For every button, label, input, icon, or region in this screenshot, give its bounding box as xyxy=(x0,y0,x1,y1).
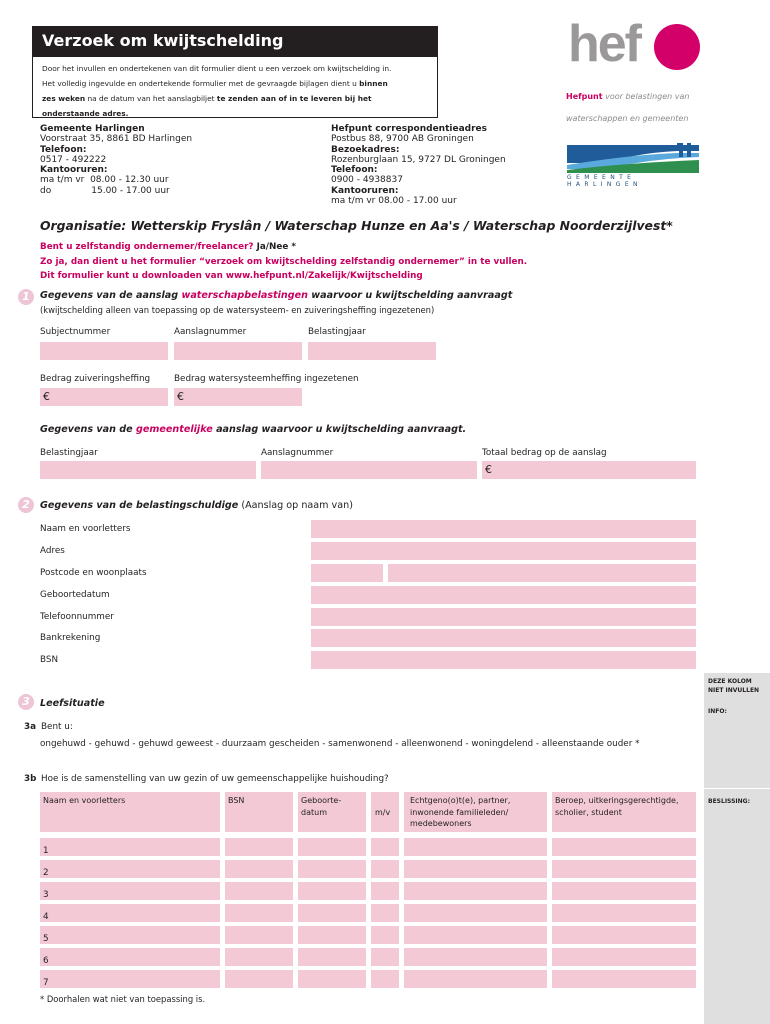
household-row-1-bsn-field[interactable] xyxy=(225,838,293,856)
label-gem-totaal: Totaal bedrag op de aanslag xyxy=(482,448,607,458)
household-row-5-geboortedatum-field[interactable] xyxy=(298,926,366,944)
household-row-5-beroep-field[interactable] xyxy=(552,926,696,944)
household-row-5-relatie-field[interactable] xyxy=(404,926,547,944)
address-left-street: Voorstraat 35, 8861 BD Harlingen xyxy=(40,134,193,145)
col-beroep-line-1: Beroep, uitkeringsgerechtigde, xyxy=(555,796,679,805)
section-3-number: 3 xyxy=(18,694,34,710)
download-link[interactable]: www.hefpunt.nl/Zakelijk/Kwijtschelding xyxy=(225,271,423,281)
col-beroep-header xyxy=(552,792,696,832)
subjectnummer-field[interactable] xyxy=(40,342,168,360)
label-bankrekening: Bankrekening xyxy=(40,633,101,643)
household-row-7-geboortedatum-field[interactable] xyxy=(298,970,366,988)
label-gem-belastingjaar: Belastingjaar xyxy=(40,448,98,458)
tagline-line-2: waterschappen en gemeenten xyxy=(566,114,689,123)
label-subjectnummer: Subjectnummer xyxy=(40,327,111,337)
label-gem-aanslagnummer: Aanslagnummer xyxy=(261,448,334,458)
postcode-field[interactable] xyxy=(311,564,383,582)
address-right-hours-label: Kantooruren: xyxy=(331,185,399,196)
section-1-number: 1 xyxy=(18,289,34,305)
household-row-7-bsn-field[interactable] xyxy=(225,970,293,988)
section-1b-title-pink: gemeentelijke xyxy=(136,424,213,435)
household-row-1-mv-field[interactable] xyxy=(371,838,399,856)
office-use-info: INFO: xyxy=(708,708,727,715)
watersysteemheffing-field[interactable]: € xyxy=(174,388,302,406)
household-row-2-beroep-field[interactable] xyxy=(552,860,696,878)
household-row-7-mv-field[interactable] xyxy=(371,970,399,988)
household-row-4-bsn-field[interactable] xyxy=(225,904,293,922)
harlingen-logo-icon xyxy=(567,143,699,173)
intro-line-3: na de datum van het aanslagbiljet xyxy=(85,94,217,103)
col-bsn-header: BSN xyxy=(225,792,293,832)
section-2-title-note: (Aanslag op naam van) xyxy=(238,500,353,511)
label-zuiveringsheffing: Bedrag zuiveringsheffing xyxy=(40,374,151,384)
col-mv-header: m/v xyxy=(371,792,399,832)
section-2-title xyxy=(40,500,353,511)
household-row-3-mv-field[interactable] xyxy=(371,882,399,900)
intro-bold-binnen: binnen xyxy=(359,79,388,88)
label-aanslagnummer: Aanslagnummer xyxy=(174,327,247,337)
tagline-line-1: voor belastingen van xyxy=(602,92,690,101)
freelancer-question xyxy=(40,242,296,252)
household-row-7-beroep-field[interactable] xyxy=(552,970,696,988)
hefpunt-tagline xyxy=(566,86,706,130)
section-1-title xyxy=(40,290,512,301)
address-right-visit-label: Bezoekadres: xyxy=(331,144,400,155)
household-row-1-relatie-field[interactable] xyxy=(404,838,547,856)
intro-bold-send: te zenden aan of in te leveren bij het xyxy=(216,94,372,103)
header-box xyxy=(32,26,438,118)
household-row-2-bsn-field[interactable] xyxy=(225,860,293,878)
intro-bold-address: onderstaande adres. xyxy=(42,109,129,118)
household-row-5-naam-field[interactable] xyxy=(40,926,220,944)
address-right-postbus: Postbus 88, 9700 AB Groningen xyxy=(331,134,474,145)
download-prefix: Dit formulier kunt u downloaden van xyxy=(40,271,226,281)
household-row-4-mv-field[interactable] xyxy=(371,904,399,922)
address-right-phone-label: Telefoon: xyxy=(331,165,378,176)
bankrekening-field[interactable] xyxy=(311,629,696,647)
section-2-title-text: Gegevens van de belastingschuldige xyxy=(40,500,239,511)
household-row-2-relatie-field[interactable] xyxy=(404,860,547,878)
col-geb-line-1: Geboorte- xyxy=(301,796,342,805)
household-row-6-bsn-field[interactable] xyxy=(225,948,293,966)
geboortedatum-field[interactable] xyxy=(311,586,696,604)
col-naam-header: Naam en voorletters xyxy=(40,792,220,832)
intro-text xyxy=(42,61,432,121)
address-right-name: Hefpunt correspondentieadres xyxy=(331,124,487,134)
intro-bold-zesweken: zes weken xyxy=(42,94,86,103)
address-left-hours-2: do 15.00 - 17.00 uur xyxy=(40,185,170,196)
section-1b-title xyxy=(40,424,466,435)
label-naam: Naam en voorletters xyxy=(40,524,131,534)
household-row-2-geboortedatum-field[interactable] xyxy=(298,860,366,878)
address-harlingen xyxy=(40,124,310,196)
telefoonnummer-field[interactable] xyxy=(311,608,696,626)
household-row-6-beroep-field[interactable] xyxy=(552,948,696,966)
address-left-phone: 0517 - 492222 xyxy=(40,154,107,165)
hef-logo-dot-icon xyxy=(654,24,700,70)
household-row-5-bsn-field[interactable] xyxy=(225,926,293,944)
office-use-beslissing: BESLISSING: xyxy=(708,798,750,805)
intro-line-2: Het volledig ingevulde en ondertekende formulier met de gevraagde bijlagen dient u xyxy=(42,79,360,88)
freelancer-question-text: Bent u zelfstandig ondernemer/freelancer? xyxy=(40,242,257,252)
household-row-1-beroep-field[interactable] xyxy=(552,838,696,856)
household-row-4-geboortedatum-field[interactable] xyxy=(298,904,366,922)
aanslagnummer-field[interactable] xyxy=(174,342,302,360)
household-row-number: 3 xyxy=(43,890,49,900)
office-use-head: DEZE KOLOM NIET INVULLEN xyxy=(708,678,760,694)
household-row-3-bsn-field[interactable] xyxy=(225,882,293,900)
gem-totaal-field[interactable]: € xyxy=(482,461,696,479)
address-right-phone: 0900 - 4938837 xyxy=(331,175,403,186)
label-watersysteemheffing: Bedrag watersysteemheffing ingezetenen xyxy=(174,374,359,384)
footnote: * Doorhalen wat niet van toepassing is. xyxy=(40,994,206,1004)
address-left-phone-label: Telefoon: xyxy=(40,144,87,155)
label-belastingjaar: Belastingjaar xyxy=(308,327,366,337)
address-hefpunt xyxy=(331,124,561,206)
address-left-hours-label: Kantooruren: xyxy=(40,165,108,176)
address-right-visit: Rozenburglaan 15, 9727 DL Groningen xyxy=(331,154,506,165)
q3a-options[interactable]: ongehuwd - gehuwd - gehuwd geweest - duurzaam gescheiden - samenwonend - alleenwonend - woningdelend - alleenstaande ouder * xyxy=(40,739,640,749)
household-row-number: 1 xyxy=(43,846,49,856)
hef-logo: hef xyxy=(568,15,640,73)
household-row-1-geboortedatum-field[interactable] xyxy=(298,838,366,856)
section-1-title-pink: waterschapbelastingen xyxy=(181,290,308,301)
household-row-4-beroep-field[interactable] xyxy=(552,904,696,922)
gem-aanslagnummer-field[interactable] xyxy=(261,461,477,479)
household-row-2-mv-field[interactable] xyxy=(371,860,399,878)
naam-field[interactable] xyxy=(311,520,696,538)
household-row-6-relatie-field[interactable] xyxy=(404,948,547,966)
col-geb-line-2: datum xyxy=(301,807,327,817)
woonplaats-field[interactable] xyxy=(388,564,696,582)
household-row-6-naam-field[interactable] xyxy=(40,948,220,966)
col-beroep-line-2: scholier, student xyxy=(555,807,622,817)
household-row-number: 5 xyxy=(43,934,49,944)
household-row-7-naam-field[interactable] xyxy=(40,970,220,988)
col-geboortedatum-header xyxy=(298,792,366,832)
section-1-subtitle: (kwijtschelding alleen van toepassing op de watersysteem- en zuiveringsheffing ingezetenen) xyxy=(40,305,435,315)
office-use-column xyxy=(704,673,770,1024)
organisation-heading: Organisatie: Wetterskip Fryslân / Waterschap Hunze en Aa's / Waterschap Noorderzijlvest* xyxy=(40,218,673,233)
adres-field[interactable] xyxy=(311,542,696,560)
q3b-text: Hoe is de samenstelling van uw gezin of uw gemeenschappelijke huishouding? xyxy=(41,774,389,784)
municipality-name: GEMEENTE HARLINGEN xyxy=(567,174,642,188)
label-bsn: BSN xyxy=(40,655,59,665)
col-echtgenoot-header xyxy=(404,792,547,832)
label-telefoonnummer: Telefoonnummer xyxy=(40,612,114,622)
household-row-1-naam-field[interactable] xyxy=(40,838,220,856)
household-row-3-beroep-field[interactable] xyxy=(552,882,696,900)
household-row-6-geboortedatum-field[interactable] xyxy=(298,948,366,966)
gem-belastingjaar-field[interactable] xyxy=(40,461,256,479)
col-echt-line-2: inwonende familieleden/ xyxy=(410,807,509,817)
form-title: Verzoek om kwijtschelding xyxy=(33,27,437,57)
household-row-5-mv-field[interactable] xyxy=(371,926,399,944)
freelancer-answer[interactable]: Ja/Nee * xyxy=(256,242,296,252)
household-row-number: 2 xyxy=(43,868,49,878)
household-row-4-naam-field[interactable] xyxy=(40,904,220,922)
label-adres: Adres xyxy=(40,546,65,556)
belastingjaar-field[interactable] xyxy=(308,342,436,360)
tagline-brand: Hefpunt xyxy=(566,92,603,101)
office-use-divider xyxy=(704,788,770,789)
household-row-3-relatie-field[interactable] xyxy=(404,882,547,900)
household-row-number: 6 xyxy=(43,956,49,966)
section-2-number: 2 xyxy=(18,497,34,513)
q3a-text: Bent u: xyxy=(41,722,73,732)
q3a-number: 3a xyxy=(24,722,37,732)
household-row-6-mv-field[interactable] xyxy=(371,948,399,966)
intro-line-1: Door het invullen en ondertekenen van dit formulier dient u een verzoek om kwijtschelding in. xyxy=(42,64,392,73)
address-right-hours: ma t/m vr 08.00 - 17.00 uur xyxy=(331,196,457,207)
household-row-2-naam-field[interactable] xyxy=(40,860,220,878)
download-line xyxy=(40,271,423,281)
bsn-field[interactable] xyxy=(311,651,696,669)
label-geboortedatum: Geboortedatum xyxy=(40,590,110,600)
address-left-name: Gemeente Harlingen xyxy=(40,124,145,134)
q3b-number: 3b xyxy=(24,774,37,784)
section-3-title: Leefsituatie xyxy=(40,698,105,709)
section-1b-title-a: Gegevens van de xyxy=(40,424,137,435)
address-left-hours-1: ma t/m vr 08.00 - 12.30 uur xyxy=(40,175,169,186)
freelancer-note: Zo ja, dan dient u het formulier “verzoek om kwijtschelding zelfstandig ondernemer” in te vullen. xyxy=(40,257,528,267)
section-1-title-a: Gegevens van de aanslag xyxy=(40,290,182,301)
col-echt-line-3: medebewoners xyxy=(410,819,472,828)
household-row-number: 4 xyxy=(43,912,49,922)
label-postcode: Postcode en woonplaats xyxy=(40,568,147,578)
household-row-number: 7 xyxy=(43,978,49,988)
household-row-4-relatie-field[interactable] xyxy=(404,904,547,922)
section-1-title-b: waarvoor u kwijtschelding aanvraagt xyxy=(307,290,513,301)
household-row-3-naam-field[interactable] xyxy=(40,882,220,900)
household-row-3-geboortedatum-field[interactable] xyxy=(298,882,366,900)
zuiveringsheffing-field[interactable]: € xyxy=(40,388,168,406)
section-1b-title-b: aanslag waarvoor u kwijtschelding aanvraagt. xyxy=(212,424,467,435)
household-row-7-relatie-field[interactable] xyxy=(404,970,547,988)
col-echt-line-1: Echtgeno(o)t(e), partner, xyxy=(410,796,511,805)
